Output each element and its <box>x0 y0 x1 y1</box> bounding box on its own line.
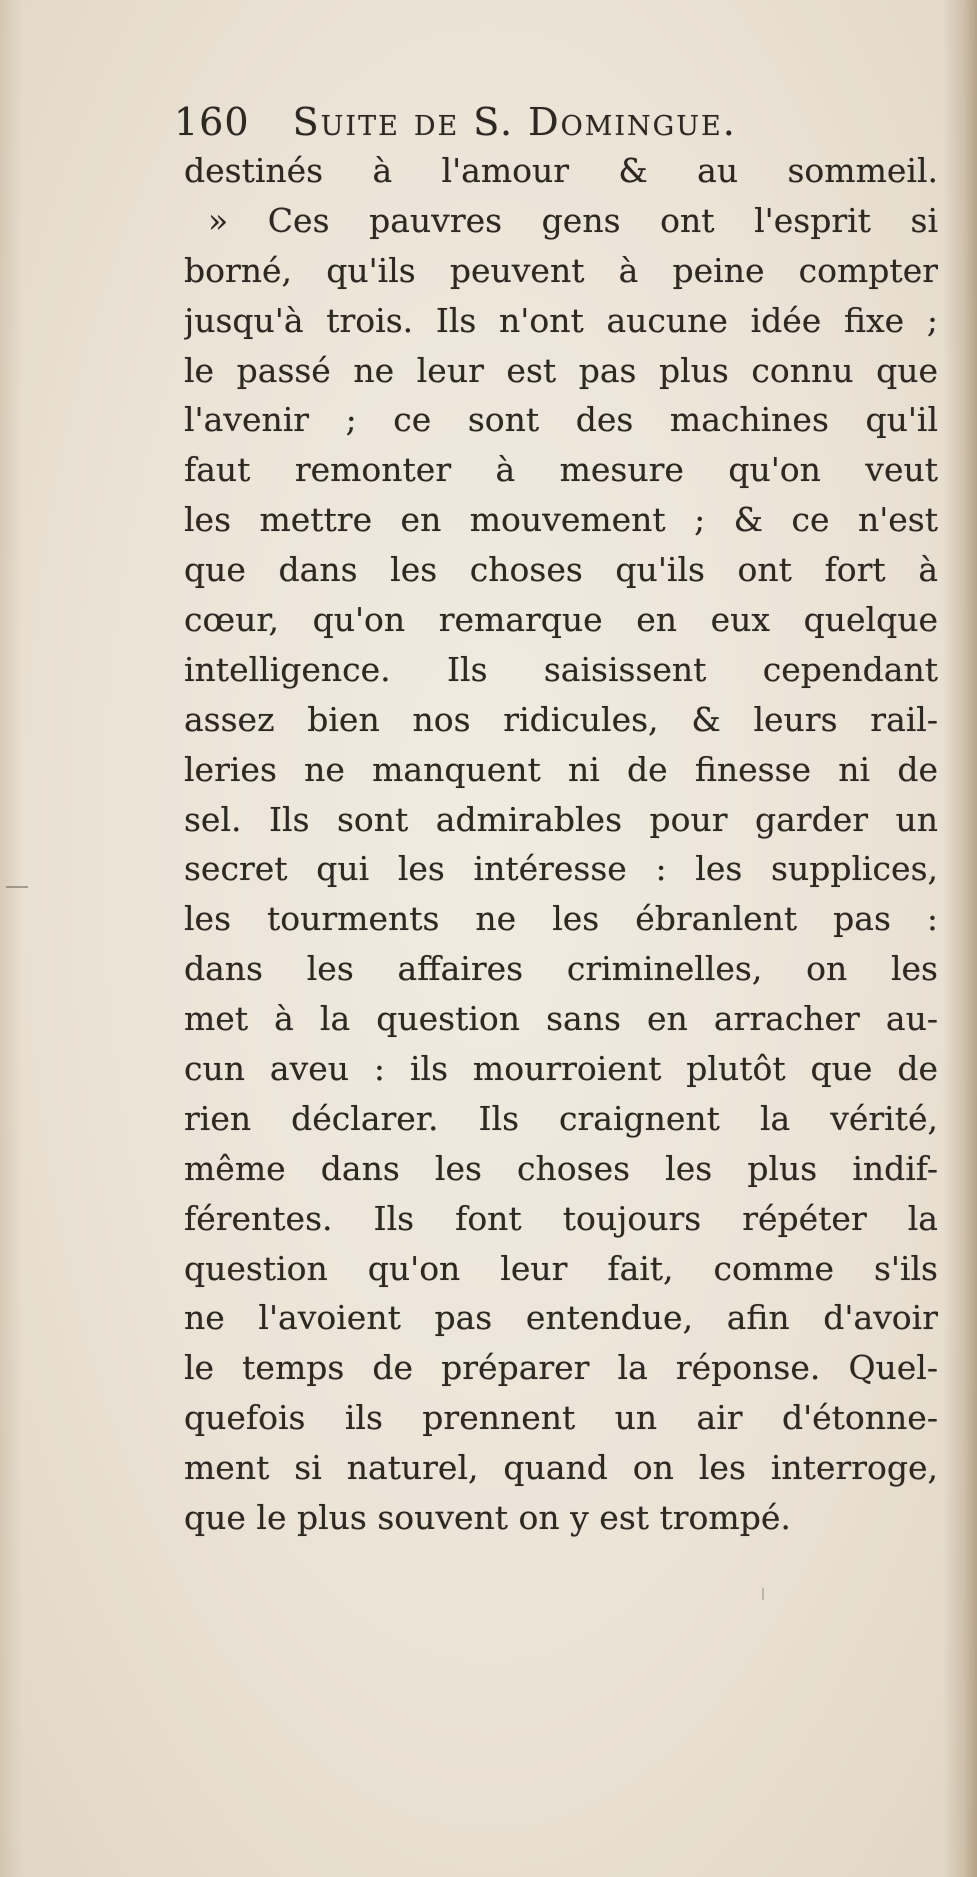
body-text <box>184 146 938 1543</box>
text-line: jusqu'à trois. Ils n'ont aucune idée fixe ; <box>184 300 938 340</box>
text-line: question qu'on leur fait, comme s'ils <box>184 1248 938 1288</box>
text-line: cœur, qu'on remarque en eux quelque <box>184 600 938 640</box>
text-line: ment si naturel, quand on les interroge, <box>184 1448 938 1488</box>
text-line: met à la question sans en arracher au- <box>184 999 938 1039</box>
text-line: rien déclarer. Ils craignent la vérité, <box>184 1098 938 1138</box>
text-line: faut remonter à mesure qu'on veut <box>184 450 938 490</box>
text-line: même dans les choses les plus indif- <box>184 1148 938 1188</box>
text-line: le temps de préparer la réponse. Quel- <box>184 1348 938 1388</box>
page-left-edge-shadow <box>0 0 22 1877</box>
text-line: intelligence. Ils saisissent cependant <box>184 649 938 689</box>
page-header <box>174 98 874 146</box>
text-line: borné, qu'ils peuvent à peine compter <box>184 250 938 290</box>
text-line: férentes. Ils font toujours répéter la <box>184 1198 938 1238</box>
text-line: que dans les choses qu'ils ont fort à <box>184 550 938 590</box>
text-line: que le plus souvent on y est trompé. <box>184 1498 791 1538</box>
margin-smudge <box>6 886 28 888</box>
text-line: leries ne manquent ni de finesse ni de <box>184 749 938 789</box>
paper-speck <box>762 1588 764 1600</box>
text-line: l'avenir ; ce sont des machines qu'il <box>184 400 938 440</box>
text-line: les mettre en mouvement ; & ce n'est <box>184 500 938 540</box>
text-line: quefois ils prennent un air d'étonne- <box>184 1398 938 1438</box>
text-line: sel. Ils sont admirables pour garder un <box>184 799 938 839</box>
text-line: » Ces pauvres gens ont l'esprit si <box>208 200 938 240</box>
text-line: ne l'avoient pas entendue, afin d'avoir <box>184 1298 938 1338</box>
text-line: dans les affaires criminelles, on les <box>184 949 938 989</box>
text-line: les tourments ne les ébranlent pas : <box>184 899 938 939</box>
text-line: le passé ne leur est pas plus connu que <box>184 350 938 390</box>
text-line: cun aveu : ils mourroient plutôt que de <box>184 1049 938 1089</box>
text-line: secret qui les intéresse : les supplices, <box>184 849 938 889</box>
page-right-edge-shadow <box>943 0 977 1877</box>
text-line: assez bien nos ridicules, & leurs rail- <box>184 699 938 739</box>
page-number: 160 <box>174 100 250 144</box>
running-title: Suite de S. Domingue. <box>292 100 737 144</box>
text-line: destinés à l'amour & au sommeil. <box>184 151 938 190</box>
